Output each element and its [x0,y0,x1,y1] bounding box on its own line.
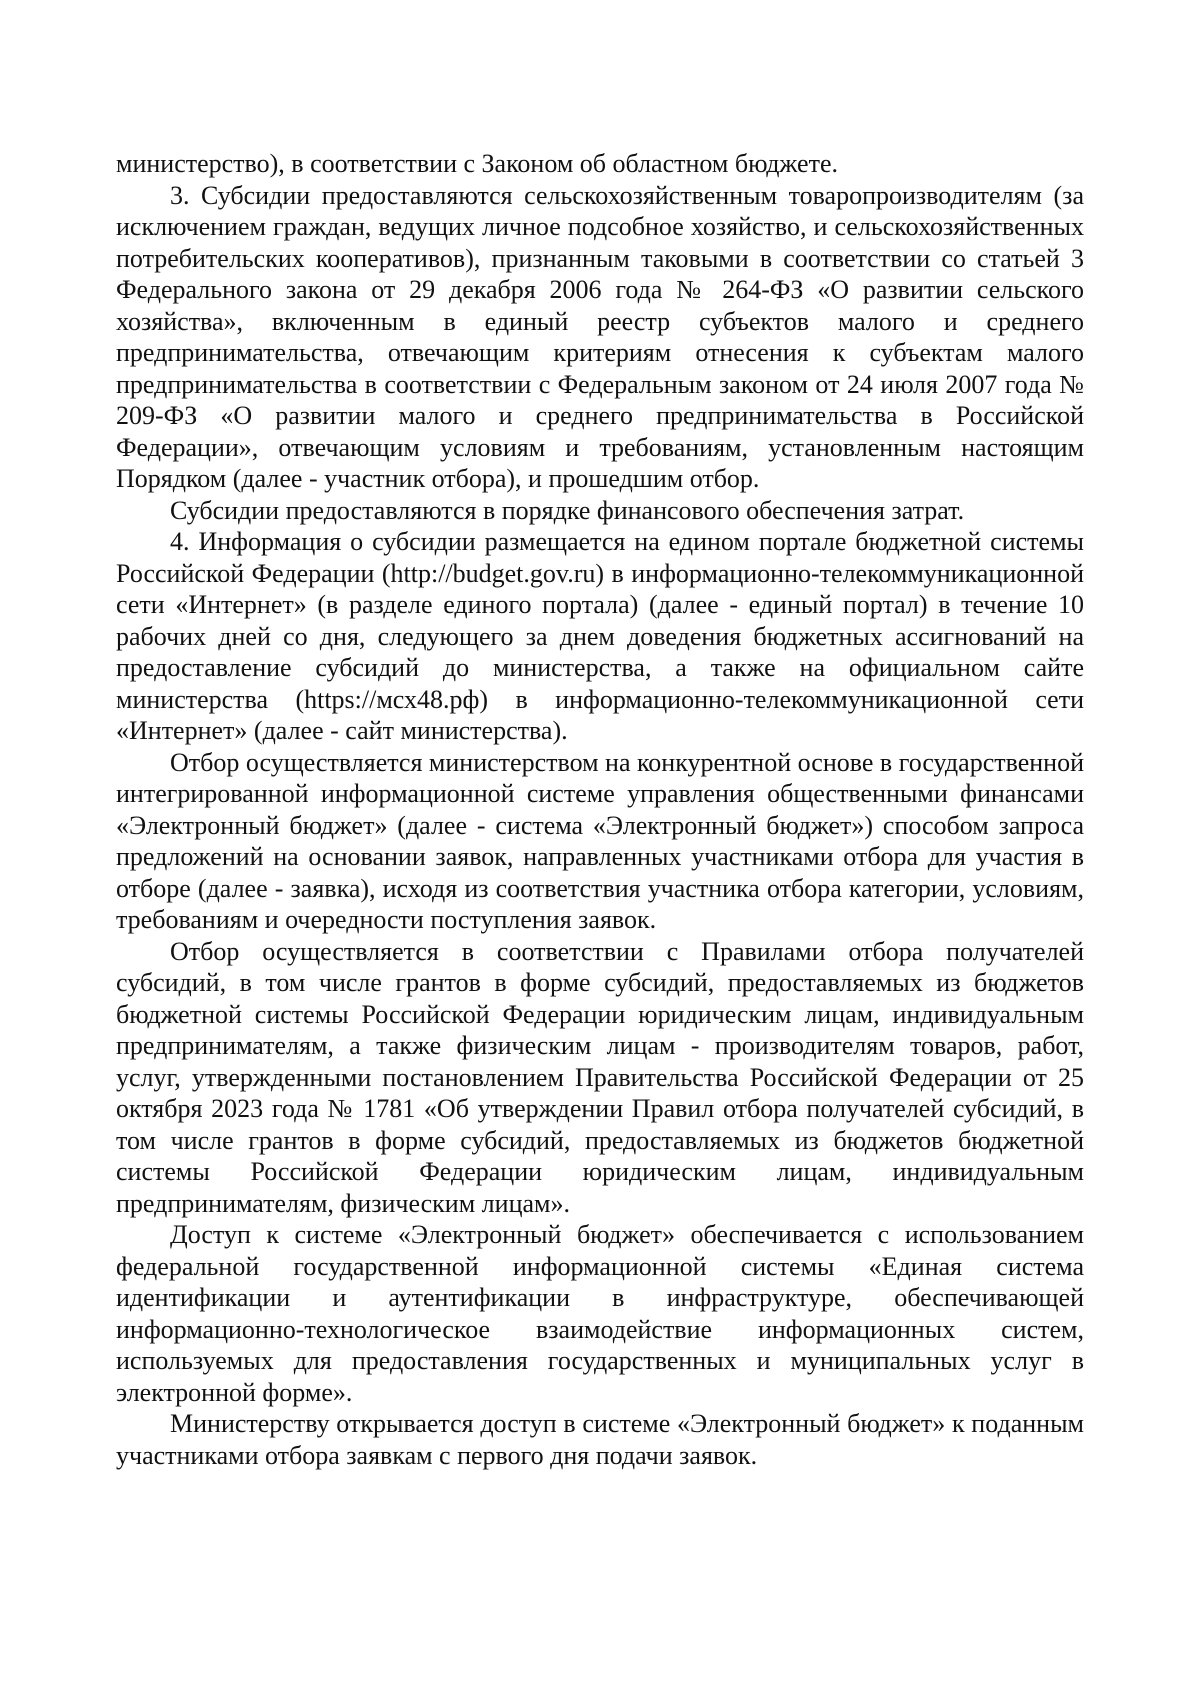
paragraph-selection-rules: Отбор осуществляется в соответствии с Правилами отбора получателей субсидий, в том числе грантов в форме субсидий, предоставляемых из бюджетов бюджетной системы Российской Федерации юридическим лицам, индивидуальным предпринимателям, а также физическим лицам - производителям товаров, работ, услуг, утвержденными постановлением Правительства Российской Федерации от 25 октября 2023 года № 1781 «Об утверждении Правил отбора получателей субсидий, в том числе грантов в форме субсидий, предоставляемых из бюджетов бюджетной системы Российской Федерации юридическим лицам, индивидуальным предпринимателям, физическим лицам». [116,936,1084,1218]
paragraph-item-3: 3. Субсидии предоставляются сельскохозяйственным товаропроизводителям (за исключением граждан, ведущих личное подсобное хозяйство, и сельскохозяйственных потребительских кооперативов), признанным таковыми в соответствии со статьей 3 Федерального закона от 29 декабря 2006 года № 264-ФЗ «О развитии сельского хозяйства», включенным в единый реестр субъектов малого и среднего предпринимательства, отвечающим критериям отнесения к субъектам малого предпринимательства в соответствии с Федеральным законом от 24 июля 2007 года № 209-ФЗ «О развитии малого и среднего предпринимательства в Российской Федерации», отвечающим условиям и требованиям, установленным настоящим Порядком (далее - участник отбора), и прошедшим отбор. [116,180,1084,493]
paragraph-selection-basis: Отбор осуществляется министерством на конкурентной основе в государственной интегрированной информационной системе управления общественными финансами «Электронный бюджет» (далее - система «Электронный бюджет») способом запроса предложений на основании заявок, направленных участниками отбора для участия в отборе (далее - заявка), исходя из соответствия участника отбора категории, условиям, требованиям и очередности поступления заявок. [116,747,1084,934]
paragraph-ministry-access: Министерству открывается доступ в системе «Электронный бюджет» к поданным участниками отбора заявкам с первого дня подачи заявок. [116,1409,1084,1470]
paragraph-continuation: министерство), в соответствии с Законом об областном бюджете. [116,149,838,178]
paragraph-financing: Субсидии предоставляются в порядке финансового обеспечения затрат. [170,495,965,525]
paragraph-system-access: Доступ к системе «Электронный бюджет» обеспечивается с использованием федеральной государственной информационной системы «Единая система идентификации и аутентификации в инфраструктуре, обеспечивающей информационно-технологическое взаимодействие информационных систем, используемых для предоставления государственных и муниципальных услуг в электронной форме». [116,1220,1084,1407]
paragraph-item-4: 4. Информация о субсидии размещается на едином портале бюджетной системы Российской Федерации (http://budget.gov.ru) в информационно-телекоммуникационной сети «Интернет» (в разделе единого портала) (далее - единый портал) в течение 10 рабочих дней со дня, следующего за днем доведения бюджетных ассигнований на предоставление субсидий до министерства, а также на официальном сайте министерства (https://мсх48.рф) в информационно-телекоммуникационной сети «Интернет» (далее - сайт министерства). [116,527,1084,745]
document-body [116,148,1084,1471]
